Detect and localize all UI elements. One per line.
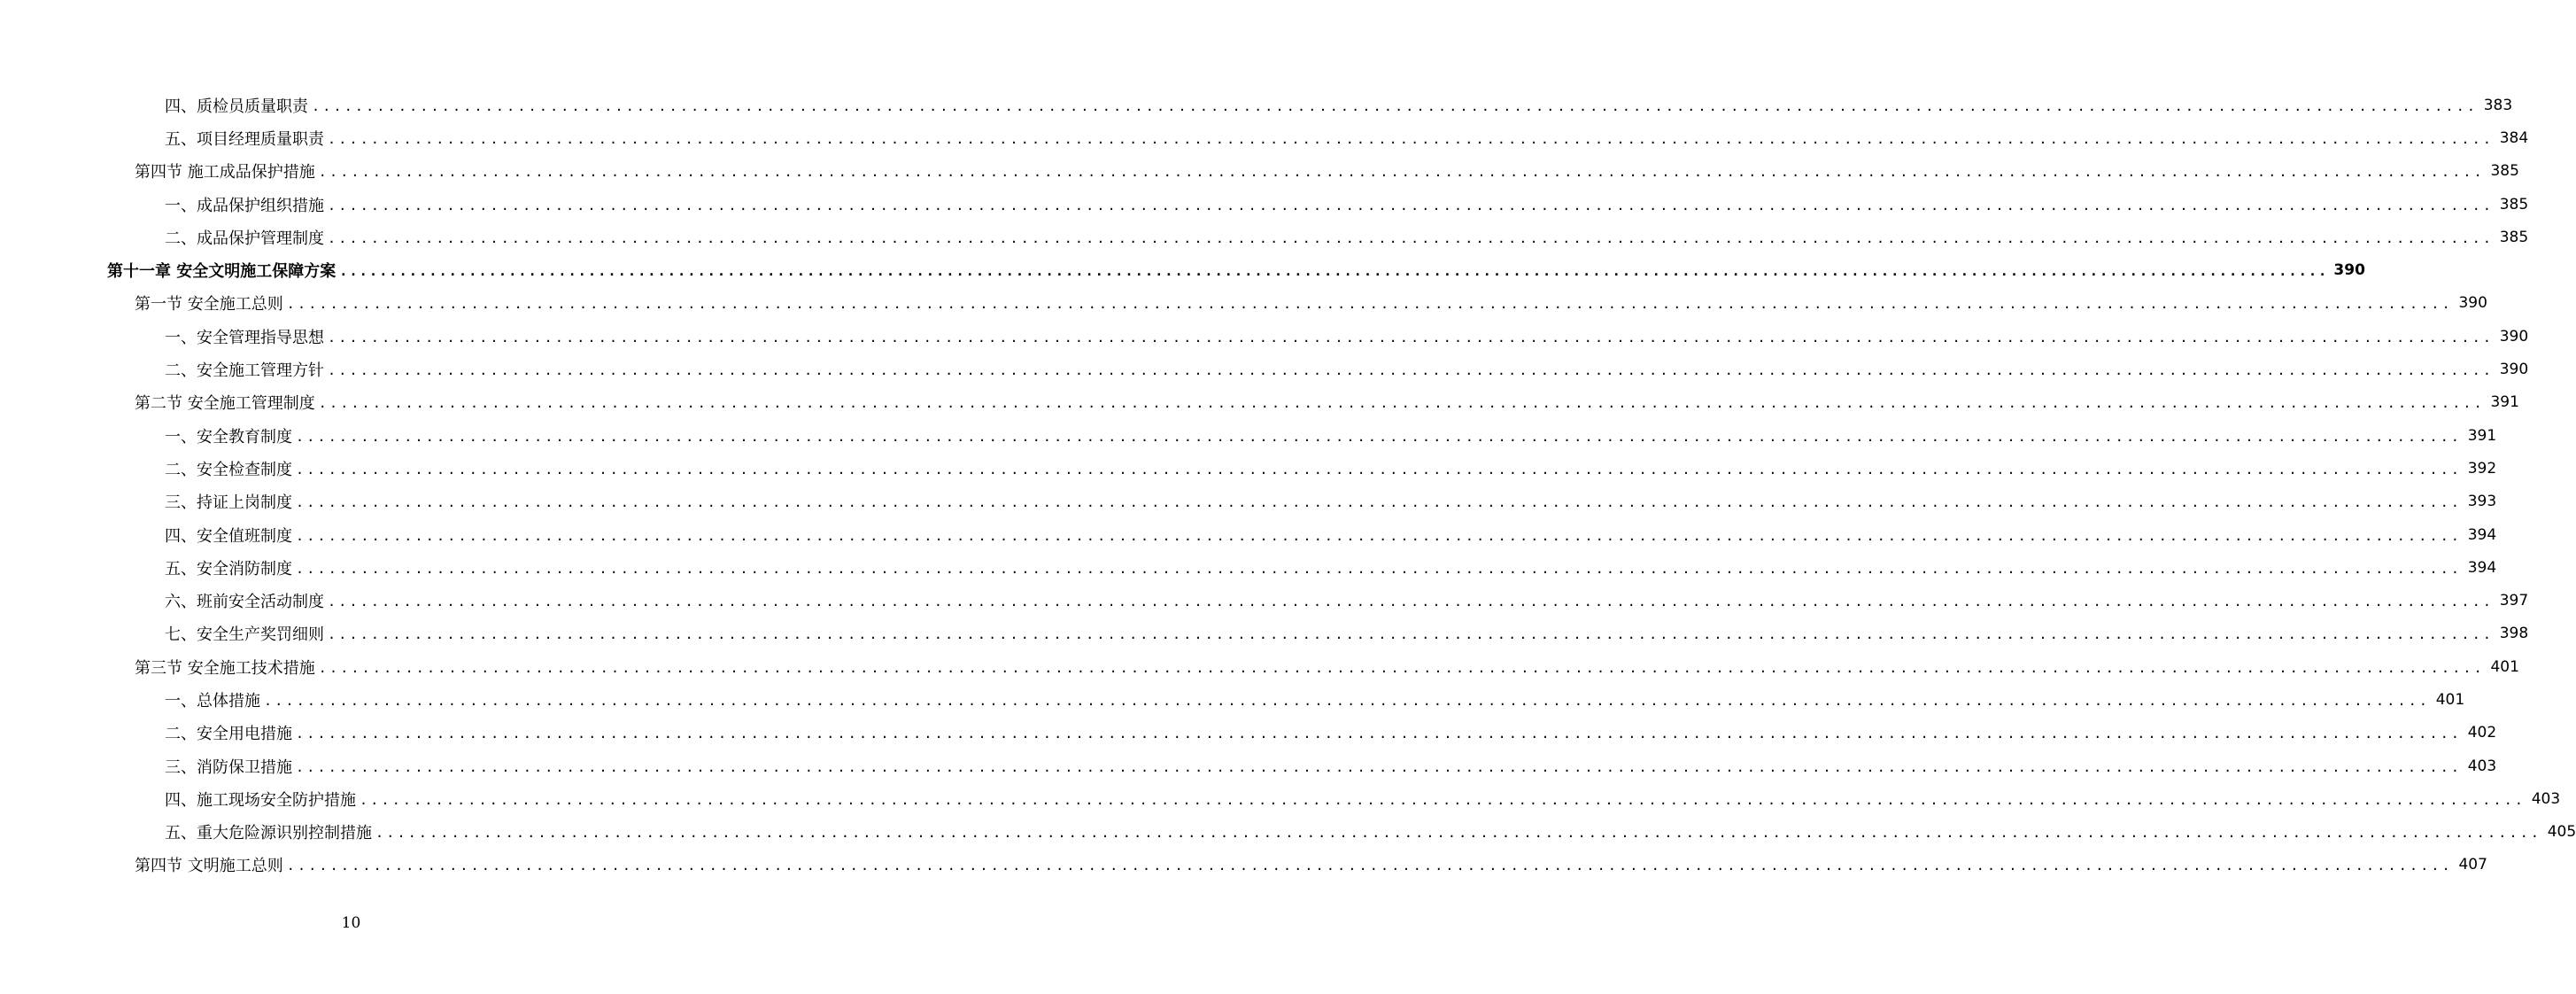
toc-section-entry[interactable]	[0, 650, 2519, 683]
toc-entry-title: 二、安全用电措施	[165, 725, 292, 744]
toc-entry-page: 391	[2490, 393, 2519, 412]
toc-entry-title: 六、班前安全活动制度	[165, 593, 324, 612]
toc-entry-title: 四、施工现场安全防护措施	[165, 790, 356, 810]
toc-entry-page: 393	[2467, 493, 2497, 511]
toc-entry-title: 第四节 施工成品保护措施	[135, 163, 315, 182]
toc-dot-leader: ........................................................................................................................................................................................................	[318, 164, 2485, 181]
toc-entry-title: 一、总体措施	[165, 691, 260, 711]
toc-dot-leader: ........................................................................................................................................................................................................	[312, 97, 2479, 114]
toc-entry-page: 390	[2499, 361, 2529, 379]
toc-entry-page: 402	[2467, 724, 2497, 742]
toc-entry-page: 397	[2499, 592, 2529, 610]
toc-dot-leader: ........................................................................................................................................................................................................	[339, 263, 2329, 280]
toc-dot-leader: ........................................................................................................................................................................................................	[328, 362, 2495, 379]
toc-entry-title: 四、安全值班制度	[165, 526, 292, 546]
toc-entry-page: 401	[2490, 657, 2519, 676]
table-of-contents	[0, 89, 2576, 881]
toc-entry-title: 四、质检员质量职责	[165, 97, 308, 116]
toc-subsection-entry[interactable]	[0, 452, 2497, 485]
toc-dot-leader: ........................................................................................................................................................................................................	[328, 329, 2495, 346]
toc-subsection-entry[interactable]	[0, 188, 2529, 221]
toc-entry-title: 第十一章 安全文明施工保障方案	[107, 262, 337, 282]
toc-subsection-entry[interactable]	[0, 584, 2529, 617]
toc-entry-page: 407	[2458, 856, 2487, 874]
toc-dot-leader: ........................................................................................................................................................................................................	[328, 130, 2495, 147]
toc-entry-page: 392	[2467, 459, 2497, 478]
toc-entry-page: 401	[2435, 690, 2465, 709]
toc-dot-leader: ........................................................................................................................................................................................................	[328, 594, 2495, 610]
toc-dot-leader: ........................................................................................................................................................................................................	[328, 626, 2495, 643]
page-number: 10	[341, 914, 361, 932]
toc-dot-leader: ........................................................................................................................................................................................................	[318, 395, 2485, 412]
toc-entry-title: 一、成品保护组织措施	[165, 196, 324, 215]
toc-entry-page: 405	[2547, 823, 2576, 842]
toc-entry-page: 391	[2467, 426, 2497, 445]
toc-subsection-entry[interactable]	[0, 782, 2561, 815]
toc-dot-leader: ........................................................................................................................................................................................................	[296, 560, 2463, 577]
toc-entry-page: 390	[2499, 327, 2529, 346]
toc-subsection-entry[interactable]	[0, 617, 2529, 650]
toc-entry-title: 第一节 安全施工总则	[135, 295, 283, 315]
toc-entry-title: 一、安全管理指导思想	[165, 328, 324, 347]
toc-dot-leader: ........................................................................................................................................................................................................	[264, 692, 2431, 709]
toc-entry-page: 385	[2490, 162, 2519, 181]
toc-subsection-entry[interactable]	[0, 320, 2529, 353]
toc-dot-leader: ........................................................................................................................................................................................................	[296, 494, 2463, 511]
toc-entry-title: 三、消防保卫措施	[165, 757, 292, 777]
toc-dot-leader: ........................................................................................................................................................................................................	[360, 791, 2526, 808]
toc-dot-leader: ........................................................................................................................................................................................................	[296, 428, 2463, 445]
toc-subsection-entry[interactable]	[0, 485, 2497, 518]
toc-entry-title: 三、持证上岗制度	[165, 493, 292, 513]
toc-entry-title: 五、项目经理质量职责	[165, 129, 324, 149]
toc-entry-page: 383	[2483, 96, 2513, 114]
toc-subsection-entry[interactable]	[0, 221, 2529, 253]
toc-subsection-entry[interactable]	[0, 121, 2529, 154]
toc-entry-title: 五、重大危险源识别控制措施	[165, 824, 372, 843]
toc-section-entry[interactable]	[0, 386, 2519, 419]
toc-entry-page: 398	[2499, 625, 2529, 643]
toc-subsection-entry[interactable]	[0, 683, 2465, 716]
toc-entry-title: 二、成品保护管理制度	[165, 229, 324, 248]
toc-entry-page: 403	[2467, 757, 2497, 775]
toc-dot-leader: ........................................................................................................................................................................................................	[328, 229, 2495, 246]
toc-subsection-entry[interactable]	[0, 717, 2497, 749]
toc-entry-page: 384	[2499, 128, 2529, 147]
toc-entry-title: 二、安全检查制度	[165, 460, 292, 479]
toc-dot-leader: ........................................................................................................................................................................................................	[296, 527, 2463, 544]
toc-section-entry[interactable]	[0, 287, 2487, 320]
toc-subsection-entry[interactable]	[0, 89, 2513, 121]
toc-entry-page: 394	[2467, 525, 2497, 544]
toc-dot-leader: ........................................................................................................................................................................................................	[375, 825, 2542, 842]
toc-dot-leader: ........................................................................................................................................................................................................	[286, 858, 2453, 874]
toc-entry-title: 第二节 安全施工管理制度	[135, 394, 315, 414]
toc-entry-title: 二、安全施工管理方针	[165, 361, 324, 381]
toc-entry-page: 390	[2458, 294, 2487, 313]
toc-entry-title: 第四节 文明施工总则	[135, 857, 283, 876]
toc-subsection-entry[interactable]	[0, 749, 2497, 782]
toc-subsection-entry[interactable]	[0, 419, 2497, 452]
toc-entry-title: 一、安全教育制度	[165, 427, 292, 447]
toc-entry-page: 403	[2531, 789, 2561, 808]
toc-dot-leader: ........................................................................................................................................................................................................	[296, 726, 2463, 742]
toc-dot-leader: ........................................................................................................................................................................................................	[296, 461, 2463, 478]
toc-subsection-entry[interactable]	[0, 816, 2576, 849]
toc-entry-page: 390	[2333, 261, 2365, 280]
toc-chapter-entry[interactable]	[0, 253, 2365, 286]
toc-section-entry[interactable]	[0, 155, 2519, 188]
toc-section-entry[interactable]	[0, 849, 2487, 881]
toc-subsection-entry[interactable]	[0, 353, 2529, 385]
toc-entry-title: 五、安全消防制度	[165, 559, 292, 579]
toc-dot-leader: ........................................................................................................................................................................................................	[286, 296, 2453, 313]
toc-entry-title: 七、安全生产奖罚细则	[165, 625, 324, 645]
toc-dot-leader: ........................................................................................................................................................................................................	[296, 758, 2463, 775]
toc-entry-title: 第三节 安全施工技术措施	[135, 658, 315, 678]
toc-dot-leader: ........................................................................................................................................................................................................	[318, 659, 2485, 676]
toc-dot-leader: ........................................................................................................................................................................................................	[328, 197, 2495, 214]
toc-entry-page: 385	[2499, 228, 2529, 246]
toc-entry-page: 385	[2499, 195, 2529, 214]
toc-entry-page: 394	[2467, 558, 2497, 577]
toc-subsection-entry[interactable]	[0, 551, 2497, 584]
toc-subsection-entry[interactable]	[0, 518, 2497, 551]
